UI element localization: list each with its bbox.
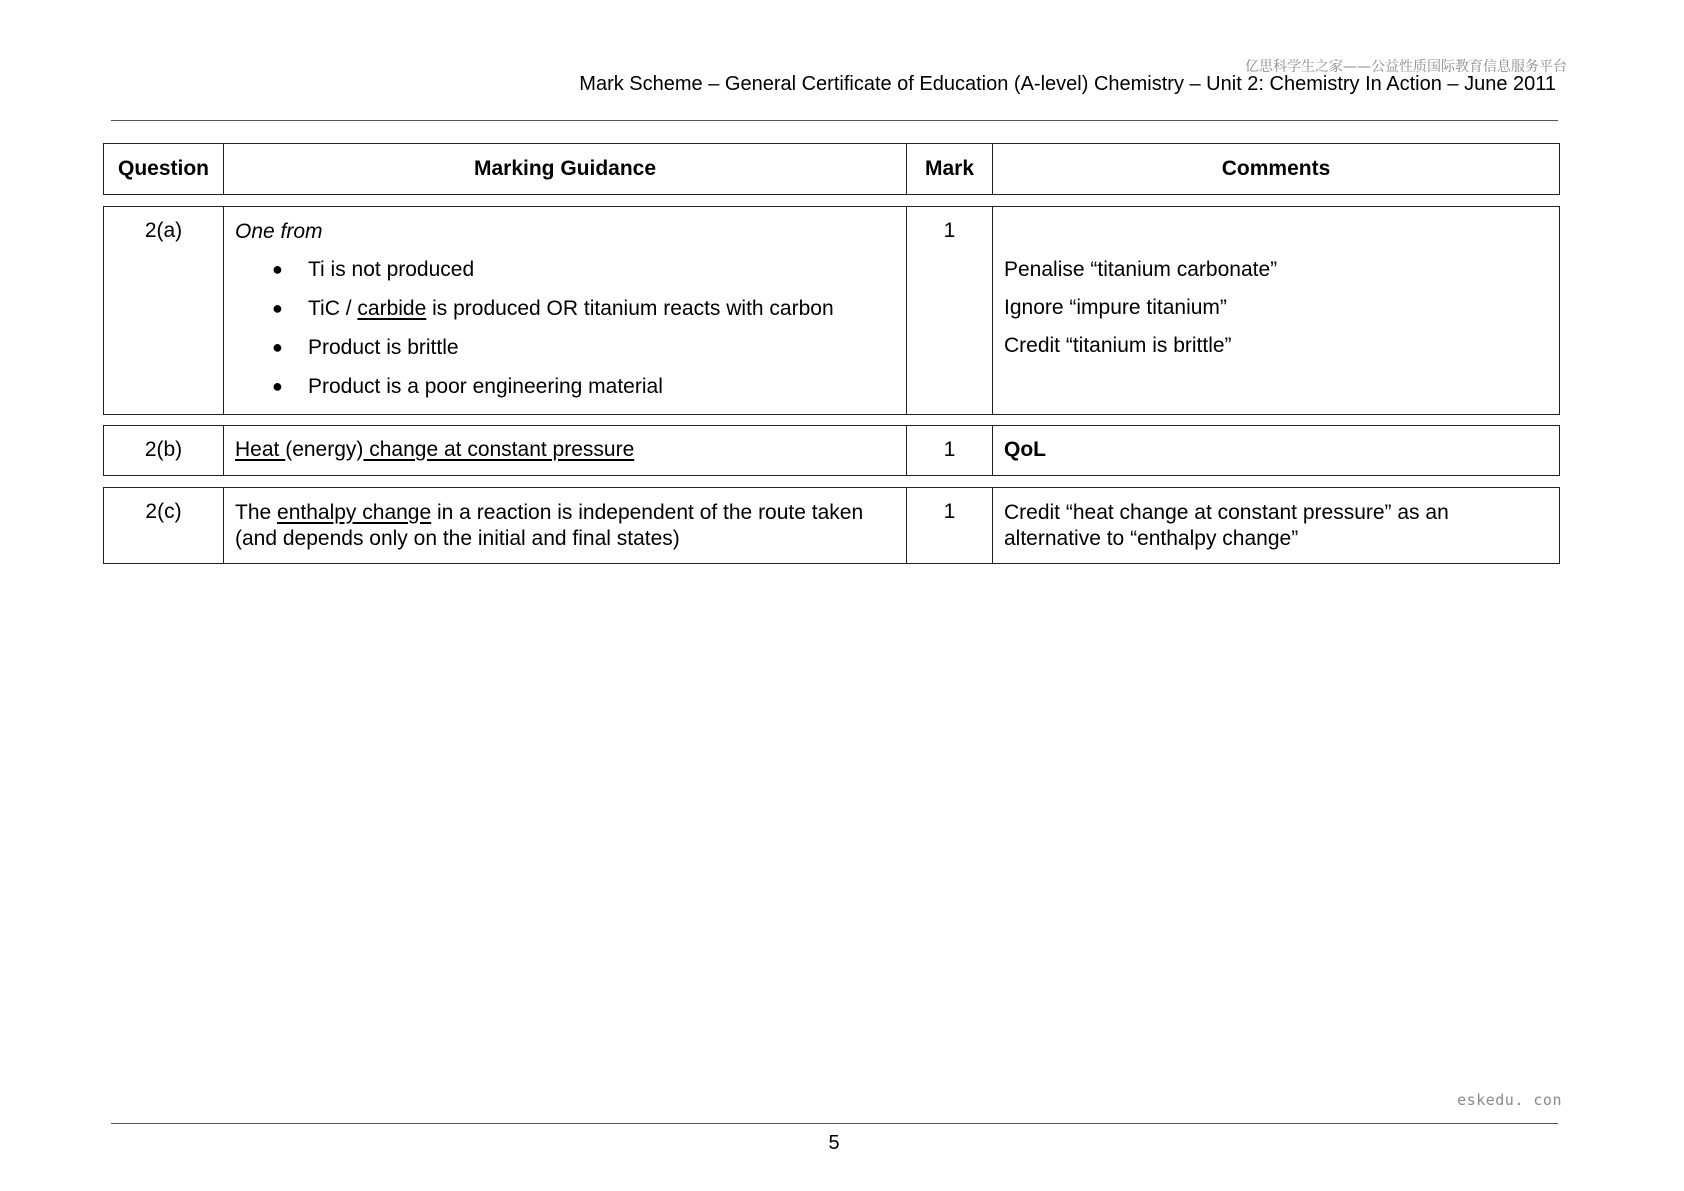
guidance-text: The [235,501,278,524]
table-row-2c [103,487,1560,564]
list-item-text: Product is brittle [308,336,459,359]
table-header [103,143,1560,195]
question-number: 2(b) [104,426,224,476]
comments-cell: QoL [993,426,1560,476]
watermark-top: 亿思科学生之家——公益性质国际教育信息服务平台 [1245,59,1567,75]
mark-value: 1 [907,426,993,476]
marking-guidance [224,426,907,476]
guidance-intro: One from [235,220,323,243]
list-item [235,289,896,328]
bullet-icon: ● [272,259,283,279]
comment-line: Ignore “impure titanium” [1004,296,1227,319]
question-number: 2(a) [104,207,224,415]
list-item-text: is produced OR titanium reacts with carbon [426,297,834,320]
header-comments: Comments [993,144,1560,195]
comments-cell [993,207,1560,415]
guidance-list [235,250,896,406]
list-item [235,367,896,406]
header-rule [111,120,1558,121]
guidance-text: (energy) [285,438,364,461]
list-item-text: Product is a poor engineering material [308,375,663,398]
table-row-2b [103,425,1560,476]
header-mark: Mark [907,144,993,195]
header-question: Question [104,144,224,195]
underlined-term: change at constant pressure [363,438,635,461]
footer-rule [111,1123,1558,1124]
guidance-text: in a reaction is independent of the route taken (and depends only on the initial and final states) [235,501,864,550]
list-item [235,328,896,367]
bullet-icon: ● [272,298,283,318]
mark-value: 1 [907,488,993,564]
bullet-icon: ● [272,337,283,357]
list-item-text: Ti is not produced [308,258,475,281]
comment-line: Credit “titanium is brittle” [1004,334,1232,357]
comments-cell: Credit “heat change at constant pressure” as an alternative to “enthalpy change” [993,488,1560,564]
question-number: 2(c) [104,488,224,564]
table-row-2a [103,206,1560,415]
marking-guidance [224,488,907,564]
page-header-title: Mark Scheme – General Certificate of Education (A-level) Chemistry – Unit 2: Chemistry In Action – June 2011 [579,73,1556,95]
list-item-text: TiC / [308,297,358,320]
header-marking-guidance: Marking Guidance [224,144,907,195]
underlined-term: carbide [357,297,427,320]
page-number: 5 [828,1132,840,1154]
underlined-term: enthalpy change [277,501,432,524]
bullet-icon: ● [272,376,283,396]
comment-line: Penalise “titanium carbonate” [1004,258,1278,281]
marking-guidance [224,207,907,415]
list-item [235,250,896,289]
mark-value: 1 [907,207,993,415]
underlined-term: Heat [235,438,286,461]
watermark-bottom: eskedu. con [1457,1091,1562,1109]
